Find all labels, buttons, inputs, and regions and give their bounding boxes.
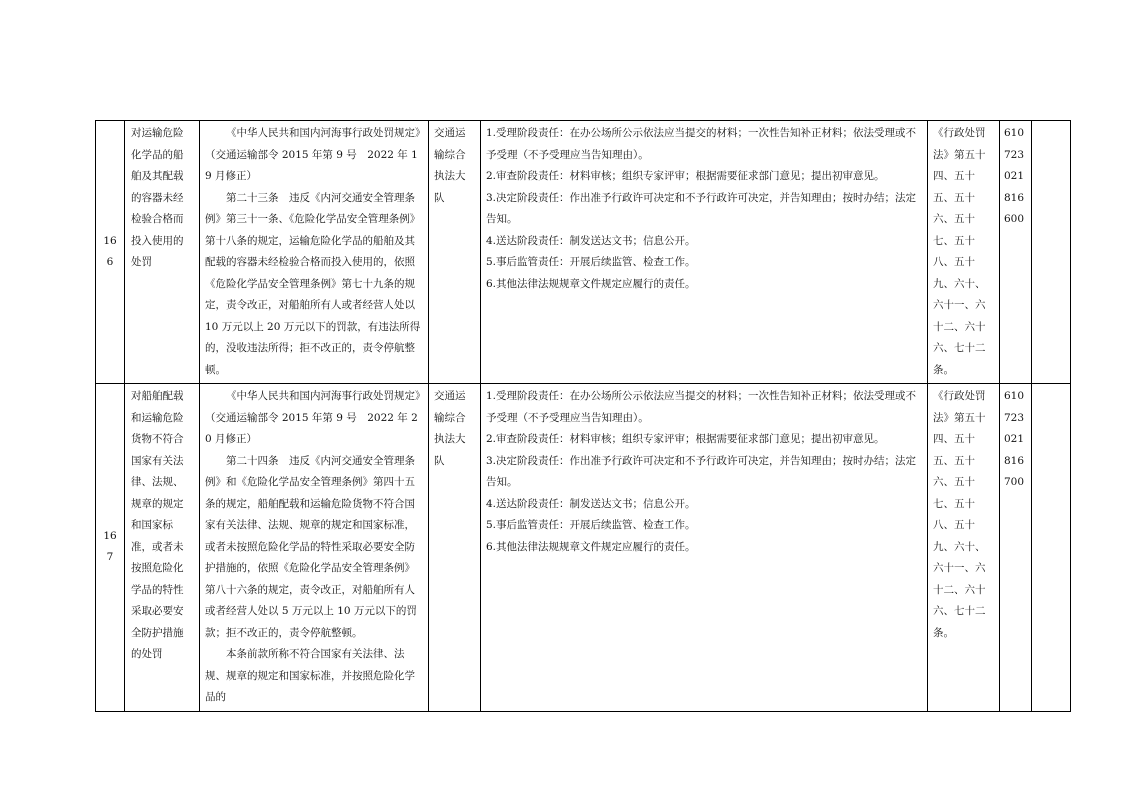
- responsibility-item: 3.决定阶段责任：作出准予行政许可决定和不予行政许可决定，并告知理由；按时办结；法定告知。: [486, 454, 917, 488]
- item-number: 166: [96, 121, 125, 384]
- accountability-basis: 《行政处罚法》第五十四、五十五、五十六、五十七、五十八、五十九、六十、六十一、六十二、六十六、七十二条。: [928, 121, 1000, 384]
- legal-basis-paragraph: 《中华人民共和国内河海事行政处罚规定》（交通运输部令 2015 年第 9 号 2022 年 19 月修正）: [205, 127, 421, 182]
- legal-basis-paragraph: 第二十四条 违反《内河交通安全管理条例》和《危险化学品安全管理条例》第四十五条的规定，船舶配载和运输危险货物不符合国家有关法律、法规、规章的规定和国家标准，或者未按照危险化学品的特性采取必要安全防护措施的，依照《危险化学品安全管理条例》第八十六条的规定，责令改正，对船舶所有人或者经营人处以 5 万元以上 10 万元以下的罚款；拒不改正的，责令停航整顿。: [205, 454, 417, 639]
- responsibility-item: 4.送达阶段责任：制发送达文书；信息公开。: [486, 234, 696, 247]
- table-row: [96, 384, 1071, 712]
- item-name: 对船舶配载和运输危险货物不符合国家有关法律、法规、规章的规定和国家标准，或者未按照危险化学品的特性采取必要安全防护措施的处罚: [125, 384, 200, 712]
- legal-basis-paragraph: 第二十三条 违反《内河交通安全管理条例》第三十一条、《危险化学品安全管理条例》第十八条的规定，运输危险化学品的船舶及其配载的容器未经检验合格而投入使用的，依照《危险化学品安全管理条例》第七十九条的规定，责令改正，对船舶所有人或者经营人处以 10 万元以上 20 万元以下的罚款，有违法所得的，没收违法所得；拒不改正的，责令停航整顿。: [205, 191, 421, 376]
- responsibility-item: 1.受理阶段责任：在办公场所公示依法应当提交的材料；一次性告知补正材料；依法受理或不予受理（不予受理应当告知理由）。: [486, 127, 917, 161]
- item-code: 610723021816700: [1000, 384, 1032, 712]
- responsibilities: [481, 384, 928, 712]
- responsibility-item: 6.其他法律法规规章文件规定应履行的责任。: [486, 540, 696, 553]
- legal-basis-paragraph: 《中华人民共和国内河海事行政处罚规定》（交通运输部令 2015 年第 9 号 2022 年 20 月修正）: [205, 390, 421, 445]
- item-code: 610723021816600: [1000, 121, 1032, 384]
- legal-basis: [200, 121, 429, 384]
- responsibility-item: 2.审查阶段责任：材料审核；组织专家评审；根据需要征求部门意见；提出初审意见。: [486, 170, 885, 182]
- responsibility-item: 4.送达阶段责任：制发送达文书；信息公开。: [486, 497, 696, 510]
- item-name: 对运输危险化学品的船舶及其配载的容器未经检验合格而投入使用的处罚: [125, 121, 200, 384]
- responsibility-item: 5.事后监管责任：开展后续监管、检查工作。: [486, 256, 696, 268]
- responsibility-item: 3.决定阶段责任：作出准予行政许可决定和不予行政许可决定，并告知理由；按时办结；法定告知。: [486, 191, 917, 225]
- department: 交通运输综合执法大队: [429, 384, 481, 712]
- responsibility-item: 1.受理阶段责任：在办公场所公示依法应当提交的材料；一次性告知补正材料；依法受理或不予受理（不予受理应当告知理由）。: [486, 390, 917, 424]
- responsibilities: [481, 121, 928, 384]
- accountability-basis: 《行政处罚法》第五十四、五十五、五十六、五十七、五十八、五十九、六十、六十一、六十二、六十六、七十二条。: [928, 384, 1000, 712]
- responsibility-item: 2.审查阶段责任：材料审核；组织专家评审；根据需要征求部门意见；提出初审意见。: [486, 433, 885, 445]
- table-row: [96, 121, 1071, 384]
- enforcement-items-table: [95, 120, 1071, 712]
- item-number: 167: [96, 384, 125, 712]
- department: 交通运输综合执法大队: [429, 121, 481, 384]
- legal-basis-paragraph: 本条前款所称不符合国家有关法律、法规、规章的规定和国家标准，并按照危险化学品的: [205, 648, 415, 703]
- legal-basis: [200, 384, 429, 712]
- responsibility-item: 5.事后监管责任：开展后续监管、检查工作。: [486, 519, 696, 531]
- remarks: [1032, 121, 1071, 384]
- responsibility-item: 6.其他法律法规规章文件规定应履行的责任。: [486, 277, 696, 290]
- remarks: [1032, 384, 1071, 712]
